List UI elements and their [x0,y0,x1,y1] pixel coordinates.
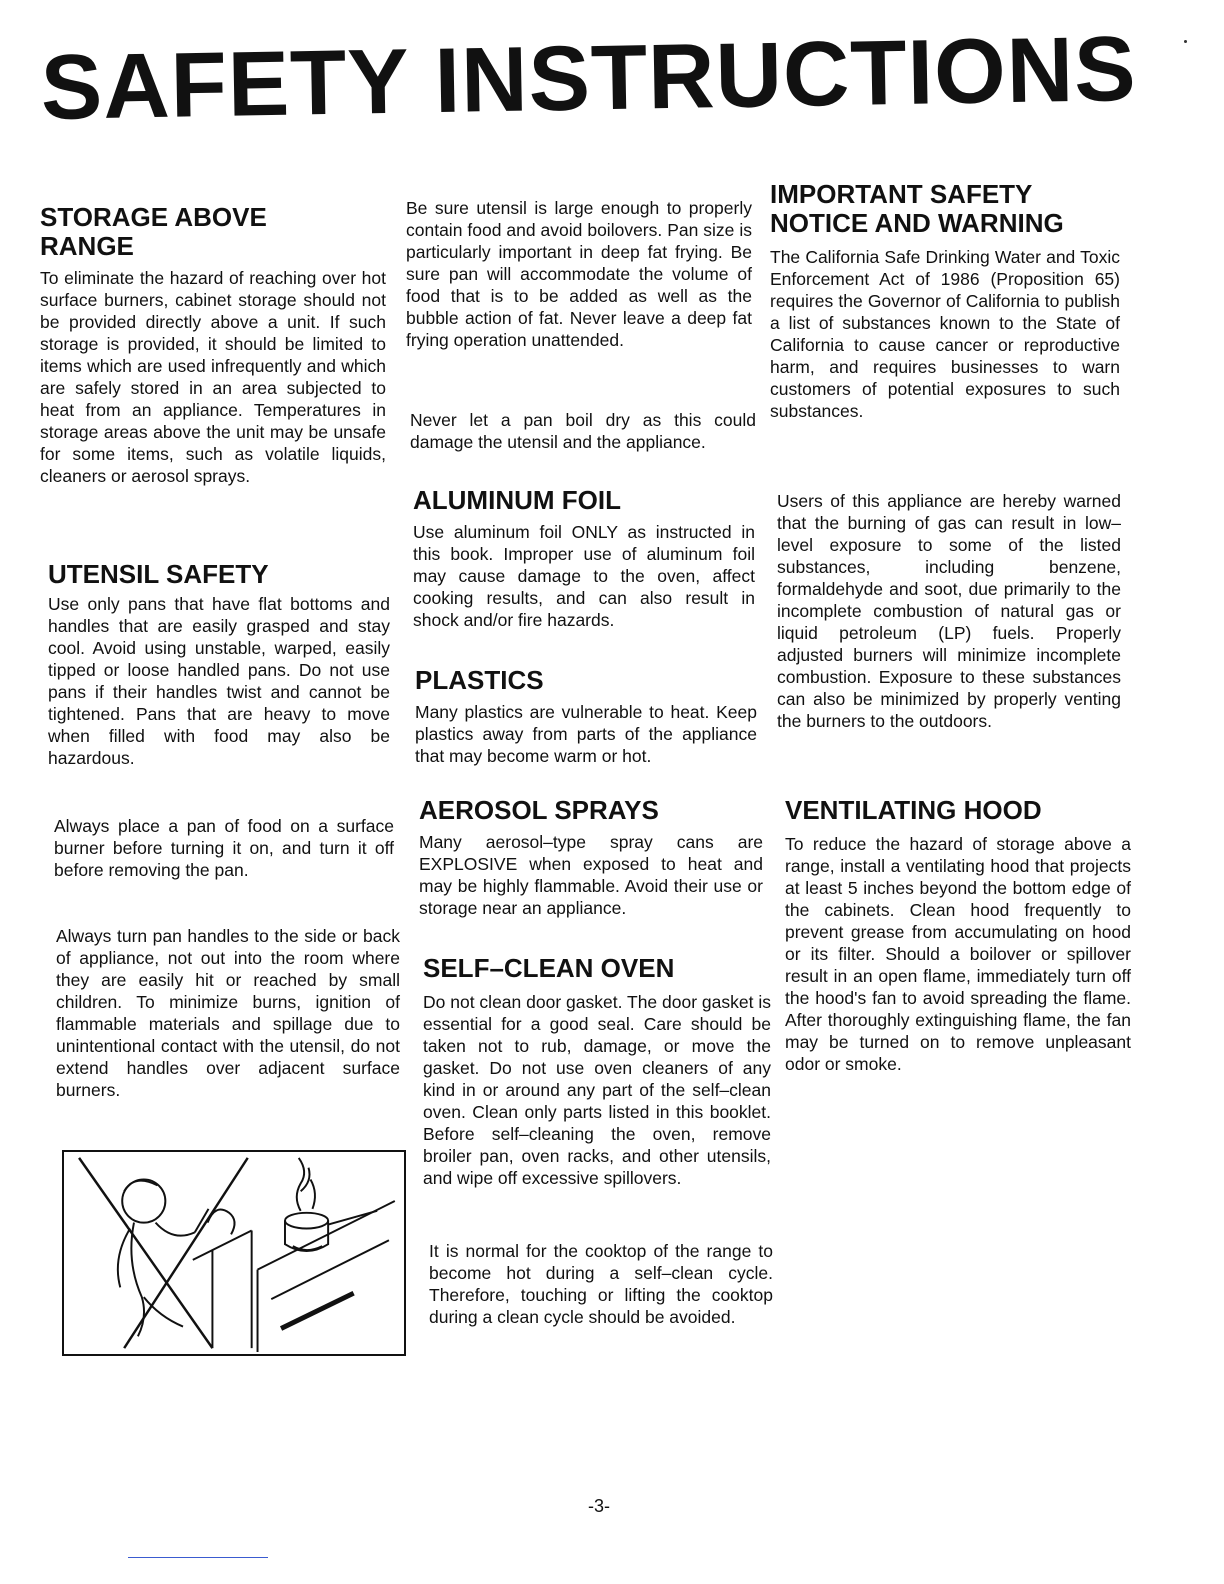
important-heading-line1: IMPORTANT SAFETY [770,179,1033,209]
section-selfclean [423,954,771,1189]
utensil-text-burner: Always place a pan of food on a surface burner before turning it on, and turn it off before removing the pan. [54,816,394,880]
section-storage [40,203,386,487]
aerosol-text: Many aerosol–type spray cans are EXPLOSIVE when exposed to heat and may be highly flammable. Avoid their use or storage near an appliance. [419,832,763,919]
ventilating-heading: VENTILATING HOOD [785,795,1042,825]
section-utensil [48,560,390,769]
section-selfclean-cooktop [429,1240,773,1328]
aluminum-heading: ALUMINUM FOIL [413,485,621,515]
utensil-text: Use only pans that have flat bottoms and handles that are easily grasped and stay cool. Avoid using unstable, warped, easily tipped or loose handled pans. Do not use pans if their handles twist and cannot be tightened. Pans that are heavy to move when filled with food may also be hazardous. [48,594,390,769]
boil-dry-text: Never let a pan boil dry as this could damage the utensil and the appliance. [410,410,756,452]
section-important [770,180,1120,422]
section-aerosol [419,796,763,919]
speck-mark [1184,40,1187,43]
section-utensil-burner [54,815,394,881]
aerosol-heading: AEROSOL SPRAYS [419,795,659,825]
plastics-text: Many plastics are vulnerable to heat. Keep plastics away from parts of the appliance that may become warm or hot. [415,702,757,767]
section-aluminum [413,486,755,631]
page-title: SAFETY INSTRUCTIONS [39,17,1138,139]
users-warning-text: Users of this appliance are hereby warned that the burning of gas can result in low–level exposure to some of the listed substances, including benzene, formaldehyde and soot, due primarily to the incomplete combustion of natural gas or liquid petroleum (LP) fuels. Properly adjusted burners will minimize incomplete combustion. Exposure to these substances can also be minimized by properly venting the burners to the outdoors. [777,491,1121,731]
selfclean-text: Do not clean door gasket. The door gasket is essential for a good seal. Care should be taken not to rub, damage, or move the gasket. Do not use oven cleaners of any kind in or around any part of the self–clean oven. Clean only parts listed in this booklet. Before self–cleaning the oven, remove broiler pan, oven racks, and other utensils, and wipe off excessive spillovers. [423,992,771,1189]
important-heading-line2: NOTICE AND WARNING [770,208,1064,239]
section-utensil-handles [56,925,400,1101]
section-boil-dry [410,409,756,453]
important-text: The California Safe Drinking Water and Toxic Enforcement Act of 1986 (Proposition 65) requires the Governor of California to publish a list of substances known to the State of California to cause cancer or reproductive harm, and requires businesses to warn customers of potential exposures to such substances. [770,247,1120,422]
plastics-heading: PLASTICS [415,665,544,695]
aluminum-text: Use aluminum foil ONLY as instructed in this book. Improper use of aluminum foil may cause damage to the oven, affect cooking results, and can also result in shock and/or fire hazards. [413,522,755,631]
storage-heading-line2: RANGE [40,231,134,262]
section-utensil-size [406,197,752,351]
storage-heading-line1: STORAGE ABOVE [40,202,267,232]
page-number: -3- [588,1496,610,1516]
storage-text: To eliminate the hazard of reaching over hot surface burners, cabinet storage should not be provided directly above a unit. If such storage is provided, it should be limited to items which are used infrequently and which are safely stored in an area subjected to heat from an appliance. Temperatures in storage areas above the unit may be unsafe for some items, such as volatile liquids, cleaners or aerosol sprays. [40,268,386,487]
utensil-text-handles: Always turn pan handles to the side or back of appliance, not out into the room where they are easily hit or reached by small children. To minimize burns, ignition of flammable materials and spillage due to unintentional contact with the utensil, do not extend handles over adjacent surface burners. [56,926,400,1100]
utensil-heading: UTENSIL SAFETY [48,559,269,589]
storage-heading [40,203,386,261]
section-plastics [415,666,757,767]
ventilating-text: To reduce the hazard of storage above a range, install a ventilating hood that projects at least 5 inches beyond the bottom edge of the cabinets. Clean hood frequently to prevent grease from accumulating on hood or its filter. Should a boilover or spillover result in an open flame, immediately turn off the hood's fan to avoid spreading the flame. After thoroughly extinguishing flame, the fan may be turned on to remove unpleasant odor or smoke. [785,834,1131,1075]
selfclean-cooktop-text: It is normal for the cooktop of the range to become hot during a self–clean cycle. Therefore, touching or lifting the cooktop during a clean cycle should be avoided. [429,1241,773,1327]
safety-illustration [62,1150,406,1356]
section-ventilating [785,796,1131,1075]
important-heading [770,180,1120,238]
child-reaching-pan-illustration [64,1152,404,1354]
utensil-size-text: Be sure utensil is large enough to properly contain food and avoid boilovers. Pan size is particularly important in deep fat frying. Be sure pan will accommodate the volume of food that is to be added as well as the bubble action of fat. Never leave a deep fat frying operation unattended. [406,198,752,350]
selfclean-heading: SELF–CLEAN OVEN [423,953,675,983]
footer-rule [128,1557,268,1558]
section-users-warning [777,490,1121,732]
